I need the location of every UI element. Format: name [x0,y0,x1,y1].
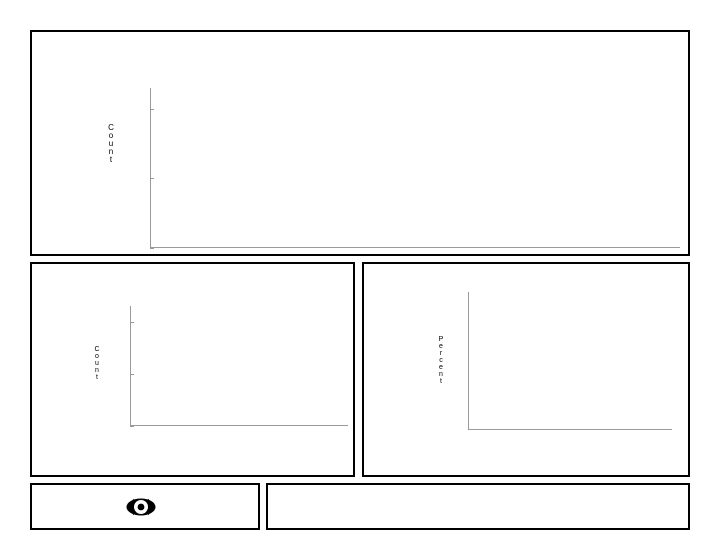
logo-panel [30,483,260,530]
plot-area-with-polarity [130,306,348,426]
bar-series-with-polarity [131,306,348,425]
bar-series-all-polarity [151,88,680,247]
plot-area-percent-positive [468,292,672,430]
chart-title-all-polarity [32,32,688,40]
chart-title-with-polarity [32,264,353,270]
y-axis-label-count-left: C o u n t [94,346,100,381]
chart-title-percent-positive [364,264,688,270]
chart-panel-all-polarity [30,30,690,256]
x-axis-line-top [150,247,680,248]
footer-info-panel [266,483,690,530]
x-axis-line-right [468,429,672,430]
chart-panel-percent-positive [362,262,690,477]
y-axis-label-percent: P e r c e n t [438,336,444,385]
y-axis-label-count-top: C o u n t [108,123,114,164]
x-axis-line-left [130,425,348,426]
vaisala-eye-logo-icon [126,495,156,519]
chart-panel-with-polarity [30,262,355,477]
bar-series-percent-positive [469,292,672,429]
plot-area-all-polarity [150,88,680,248]
